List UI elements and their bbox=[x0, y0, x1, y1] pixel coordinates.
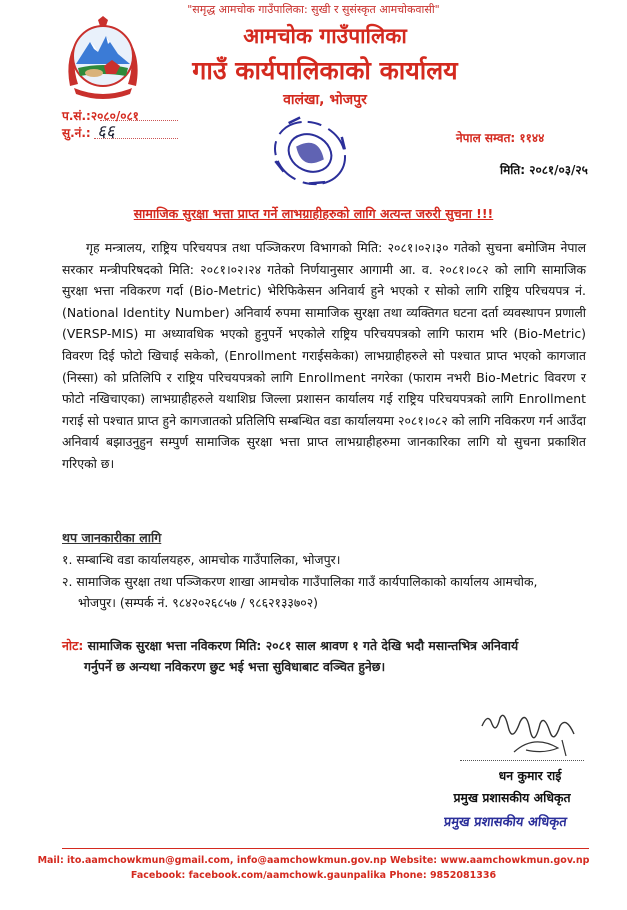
contact-item-1: १. सम्बान्धि वडा कार्यालयहरु, आमचोक गाउँपालिका, भोजपुर। bbox=[62, 552, 341, 567]
dispatch-number-label: सु.नं.: bbox=[62, 126, 91, 140]
footer-contact: Mail: ito.aamchowkmun@gmail.com, info@aamchowkmun.gov.np Website: www.aamchowkmun.gov.np bbox=[37, 855, 590, 866]
contact-item-2-line2: भोजपुर। (सम्पर्क नं. ९८४२०२६८५७ / ९८६२१३३७०२) bbox=[78, 595, 319, 610]
office-address: वालंखा, भोजपुर bbox=[283, 92, 367, 108]
dispatch-underline bbox=[94, 138, 178, 139]
more-info-heading: थप जानकारीका लागि bbox=[62, 530, 162, 545]
notice-body bbox=[62, 237, 586, 475]
note bbox=[62, 635, 588, 677]
motto: "समृद्ध आमचोक गाउँपालिका: सुखी र सुसंस्कृत आमचोकवासी" bbox=[187, 3, 440, 16]
title-stamp: प्रमुख प्रशासकीय अधिकृत bbox=[443, 815, 568, 830]
letter-date: मिति: २०८१/०३/२५ bbox=[500, 163, 588, 177]
nepal-sambat: नेपाल सम्वत: ११४४ bbox=[456, 131, 545, 145]
body-paragraph: गृह मन्त्रालय, राष्ट्रिय परिचयपत्र तथा पञ्जिकरण विभागको मिति: २०८१।०२।३० गतेको सुचना बमोजिम नेपाल सरकार मन्त्रीपरिषदको मिति: २०८१।०२।२४ गतेको निर्णयानुसार आगामी आ. व. २०८१।०८२ को लागि सामाजिक सुरक्षा भत्ता नविकरण गर्दा (Bio-Metric) भेरिफिकेसन अनिवार्य हुने भएको र सोको लागि राष्ट्रिय परिचयपत्र नं. (National Identity Number) अनिवार्य रुपमा सामाजिक सुरक्षा तथा व्यक्तिगत घटना दर्ता व्यवस्थापन प्रणाली (VERSP-MIS) मा अध्यावधिक भएको हुनुपर्ने भएकोले राष्ट्रिय परिचयपत्रको लागि फाराम भरि (Bio-Metric) विवरण दिई फोटो खिचाई सकेको, (Enrollment गराईसकेका) लाभग्राहीहरुले सो पश्चात प्राप्त भएको कागजात (निस्सा) को प्रतिलिपि र राष्ट्रिय परिचयपत्रको लागि Enrollment नगरेका (फाराम नभरी Bio-Metric विवरण र फोटो नखिचाएका) लाभग्राहीहरुले यथाशिघ्र जिल्ला प्रशासन कार्यालय गई राष्ट्रिय परिचयपत्रको लागि Enrollment गराई सो पश्चात प्राप्त हुने कागजातको प्रतिलिपि सम्बन्धित वडा कार्यालयमा २०८१।०८२ को लागि नविकरण गर्न आउँदा अनिवार्य बझाउनुहुन सम्पुर्ण सामाजिक सुरक्षा भत्ता प्राप्त लाभग्राहीहरुमा जानकारिका लागि यो सुचना प्रकाशित गरिएको छ। bbox=[62, 240, 586, 471]
dispatch-number-value: ६६ bbox=[97, 122, 115, 142]
signatory-name: धन कुमार राई bbox=[498, 768, 562, 783]
signatory-title: प्रमुख प्रशासकीय अधिकृत bbox=[453, 790, 571, 805]
note-line1: सामाजिक सुरक्षा भत्ता नविकरण मिति: २०८१ साल श्रावण १ गते देखि भदौ मसान्तभित्र अनिवार्य bbox=[87, 638, 519, 653]
contact-item-2-line1: २. सामाजिक सुरक्षा तथा पञ्जिकरण शाखा आमचोक गाउँपालिका गाउँ कार्यपालिकाको कार्यालय आमचोक, bbox=[62, 574, 538, 589]
reference-value: २०८०/०८१ bbox=[90, 109, 139, 123]
reference-label: प.सं.: bbox=[62, 109, 91, 123]
notice-subject: सामाजिक सुरक्षा भत्ता प्राप्त गर्ने लाभग्राहीहरुको लागि अत्यन्त जरुरी सुचना !!! bbox=[133, 206, 494, 221]
office-name: आमचोक गाउँपालिका bbox=[243, 24, 407, 48]
contact-item-2 bbox=[62, 571, 588, 613]
note-line2: गर्नुपर्ने छ अन्यथा नविकरण छुट भई भत्ता सुविधाबाट वञ्चित हुनेछ। bbox=[84, 659, 386, 674]
office-title: गाउँ कार्यपालिकाको कार्यालय bbox=[192, 56, 458, 85]
office-seal-icon bbox=[262, 113, 358, 191]
signature-line bbox=[460, 760, 584, 761]
footer-social: Facebook: facebook.com/aamchowk.gaunpalika Phone: 9852081336 bbox=[130, 870, 497, 881]
footer-divider bbox=[62, 848, 589, 849]
note-label: नोट: bbox=[62, 638, 84, 653]
handwritten-signature-icon bbox=[474, 704, 584, 762]
